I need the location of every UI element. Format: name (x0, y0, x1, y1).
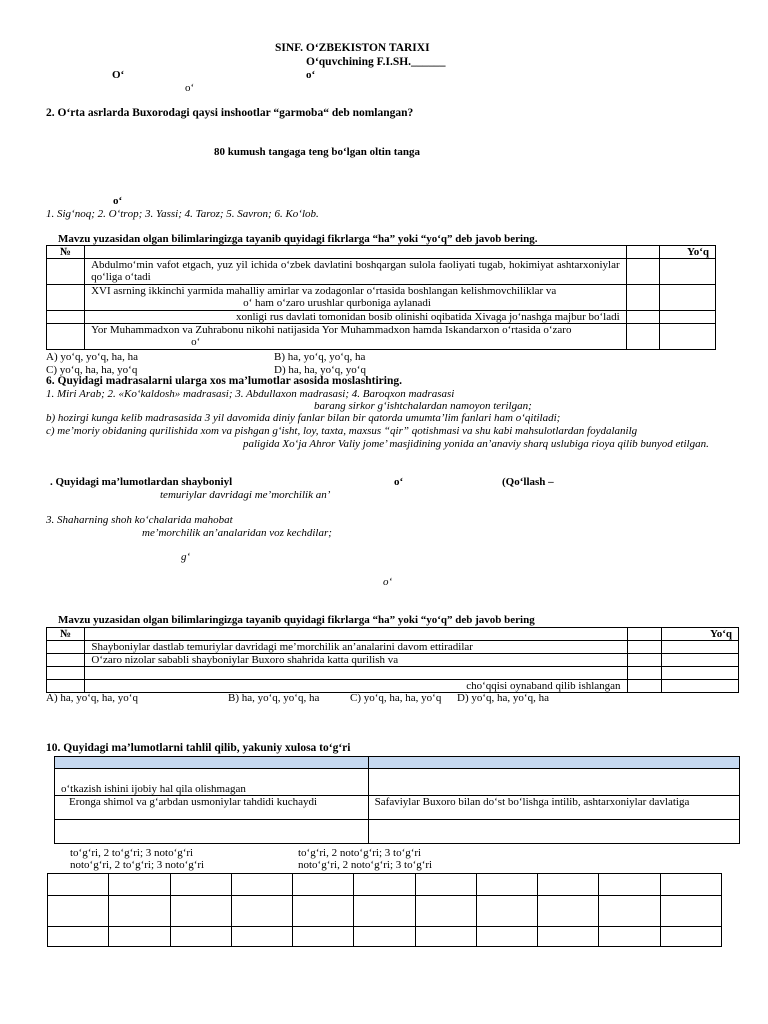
option-b[interactable]: B) ha, yo‘q, yo‘q, ha (228, 692, 320, 704)
option-c[interactable]: to‘g‘ri, 2 noto‘g‘ri; 3 to‘g‘ri (298, 847, 422, 859)
madrasa-list: 1. Miri Arab; 2. «Ko‘kaldosh» madrasasi; 3. Abdullaxon madrasasi; 4. Baroqxon madrasasi (46, 388, 455, 400)
text-fragment: g‘ (181, 551, 191, 563)
statement: Abdulmo‘min vafot etgach, yuz yil ichida o‘zbek davlatini boshqargan sulola faoliyati tugab, hokimiyat ashtarxoniylar qo‘liga o‘tadi (85, 259, 627, 285)
text-fragment: O‘ (112, 69, 125, 81)
info-line-1: temuriylar davridagi me’morchilik an’ (160, 489, 331, 501)
table2-instruction: Mavzu yuzasidan olgan bilimlaringizga tayanib quyidagi fikrlarga “ha” yoki “yo‘q” deb javob bering (58, 614, 535, 626)
table-row (47, 641, 739, 654)
text-fragment: o‘ (185, 82, 195, 94)
question-2: 2. O‘rta asrlarda Buxorodagi qaysi inshootlar “garmoba“ deb nomlangan? (46, 107, 414, 119)
text-fragment: o‘ (113, 195, 123, 207)
statement: cho‘qqisi oynaband qilib ishlangan (85, 680, 627, 693)
table-row (47, 311, 716, 324)
table1-instruction: Mavzu yuzasidan olgan bilimlaringizga tayanib quyidagi fikrlarga “ha” yoki “yo‘q” deb javob bering. (58, 233, 538, 245)
option-b[interactable]: B) ha, yo‘q, yo‘q, ha (274, 351, 366, 363)
table-row (47, 680, 739, 693)
answer-fragment: 80 kumush tangaga teng bo‘lgan oltin tanga (214, 146, 420, 158)
option-a[interactable]: to‘g‘ri, 2 to‘g‘ri; 3 noto‘g‘ri (70, 847, 194, 859)
match-b: b) hozirgi kunga kelib madrasasida 3 yil davomida diniy fanlar bilan bir qatorda umumta’lim fanlari ham o‘qitiladi; (46, 412, 561, 424)
col-number: № (47, 628, 85, 641)
table-row (47, 324, 716, 350)
statements-table-1 (46, 245, 716, 350)
text-fragment: o‘ (306, 69, 316, 81)
statement-tail: o‘ ham o‘zaro urushlar qurboniga aylanadi (243, 297, 431, 309)
statement: XVI asrning ikkinchi yarmida mahalliy amirlar va zodagonlar o‘rtasida boshlangan kelishmovchiliklar va (91, 285, 557, 297)
analysis-cell: Safaviylar Buxoro bilan do‘st bo‘lishga intilib, ashtarxoniylar davlatiga (368, 796, 739, 820)
table-row (47, 259, 716, 285)
table-row (47, 667, 739, 680)
match-a: barang sirkor g‘ishtchalardan namoyon terilgan; (314, 400, 532, 412)
option-d[interactable]: D) ha, ha, yo‘q, yo‘q (274, 364, 366, 376)
answer-grid (47, 873, 722, 947)
statement: O‘zaro nizolar sababli shayboniylar Buxoro shahrida katta qurilish va (85, 654, 627, 667)
info-line-3b: me’morchilik an’analaridan voz kechdilar; (142, 527, 332, 539)
table-row (47, 285, 716, 311)
text-fragment: o‘ (394, 476, 404, 488)
cities-list: 1. Sig‘noq; 2. O‘trор; 3. Yassi; 4. Taroz; 5. Savron; 6. Ko‘lob. (46, 208, 319, 220)
match-c: c) me’moriy obidaning qurilishida xom va pishgan g‘isht, loy, taxta, maxsus “qir” qotishmasi va shu kabi mahsulotlardan foydalanilg (46, 425, 638, 437)
statement: Yor Muhammadxon va Zuhrabonu nikohi natijasida Yor Muhammadxon hamda Iskandarxon o‘rtasida o‘zaro (91, 324, 572, 336)
analysis-cell: o‘tkazish ishini ijobiy hal qila olishmagan (55, 769, 369, 796)
match-c-cont: paligida Xo‘ja Ahror Valiy jome’ masjidining yonida an’anaviy sharq uslubiga rioya qilib bunyod etilgan. (243, 438, 709, 450)
page-title: SINF. O‘ZBEKISTON TARIXI (275, 42, 430, 54)
col-no-answer: Yo‘q (660, 246, 716, 259)
statements-table-2 (46, 627, 739, 693)
statement: xonligi rus davlati tomonidan bosib olinishi oqibatida Xivaga jo‘nashga majbur bo‘ladi (85, 311, 627, 324)
question-6: 6. Quyidagi madrasalarni ularga xos ma’lumotlar asosida moslashtiring. (46, 375, 403, 387)
statement (85, 667, 627, 680)
option-c[interactable]: C) yo‘q, ha, ha, yo‘q (46, 364, 138, 376)
table-row (47, 654, 739, 667)
statement: Shayboniylar dastlab temuriylar davridagi me’morchilik an’analarini davom ettiradilar (85, 641, 627, 654)
text-fragment: o‘ (383, 576, 393, 588)
option-d[interactable]: D) yo‘q, ha, yo‘q, ha (457, 692, 549, 704)
option-a[interactable]: A) ha, yo‘q, ha, yo‘q (46, 692, 138, 704)
col-number: № (47, 246, 85, 259)
qollash-label: (Qo‘llash – (502, 476, 554, 488)
analysis-table (54, 756, 740, 844)
statement-tail: o‘ (191, 336, 201, 348)
question-shayboniy: . Quyidagi ma’lumotlardan shayboniyl (50, 476, 233, 488)
option-b[interactable]: noto‘g‘ri, 2 to‘g‘ri; 3 noto‘g‘ri (70, 859, 205, 871)
analysis-cell: Eronga shimol va g‘arbdan usmoniylar tahdidi kuchaydi (55, 796, 369, 820)
student-name-field: O‘quvchining F.I.SH.______ (306, 56, 446, 68)
col-no-answer: Yo‘q (661, 628, 738, 641)
option-a[interactable]: A) yo‘q, yo‘q, ha, ha (46, 351, 138, 363)
option-d[interactable]: noto‘g‘ri, 2 noto‘g‘ri; 3 to‘g‘ri (298, 859, 433, 871)
info-line-3: 3. Shaharning shoh ko‘chalarida mahobat (46, 514, 233, 526)
option-c[interactable]: C) yo‘q, ha, ha, yo‘q (350, 692, 442, 704)
question-10: 10. Quyidagi ma’lumotlarni tahlil qilib, yakuniy xulosa to‘g‘ri (46, 742, 351, 754)
